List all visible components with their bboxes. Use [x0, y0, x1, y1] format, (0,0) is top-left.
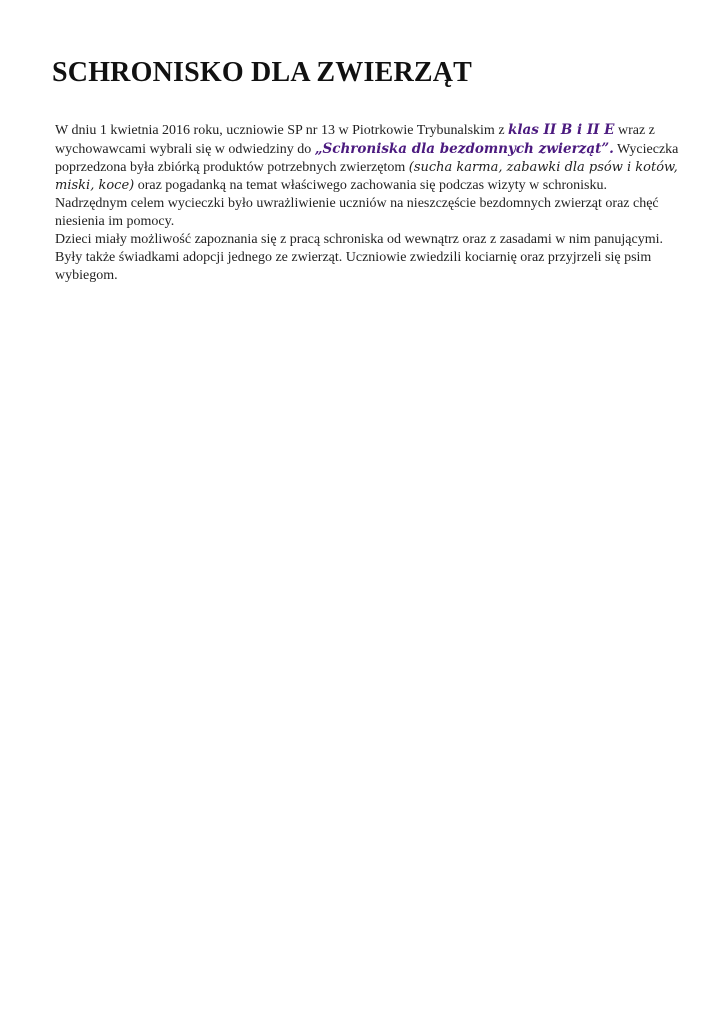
paragraph-1-text-d: oraz pogadanką na temat właściwego zachowania się podczas wizyty w schronisku. Nadrzędnym celem wycieczki było uwrażliwienie uczniów na nieszczęście bezdomnych zwierząt oraz chęć niesienia im pomocy. [55, 178, 659, 229]
paragraph-1-text-a: W dniu 1 kwietnia 2016 roku, uczniowie SP nr 13 w Piotrkowie Trybunalskim z [55, 123, 509, 138]
paragraph-2: Dzieci miały możliwość zapoznania się z pracą schroniska od wewnątrz oraz z zasadami w nim panującymi. Były także świadkami adopcji jednego ze zwierząt. Uczniowie zwiedzili kociarnię oraz przyjrzeli się psim wybiegom. [55, 232, 663, 283]
paragraph-1 [55, 121, 680, 231]
shelter-name-highlight: „Schroniska dla bezdomnych zwierząt”. [314, 141, 614, 157]
paragraph-1-text-c: Wycieczka poprzedzona była zbiórką produktów potrzebnych zwierzętom [55, 142, 679, 175]
page-title: SCHRONISKO DLA ZWIERZĄT [52, 57, 473, 88]
article-body [55, 121, 680, 285]
paragraph-1-text-b: wraz z wychowawcami wybrali się w odwiedziny do [55, 123, 655, 157]
donation-items-note: (sucha karma, zabawki dla psów i kotów, miski, koce) [55, 160, 678, 193]
class-names-highlight: klas II B i II E [508, 122, 615, 138]
